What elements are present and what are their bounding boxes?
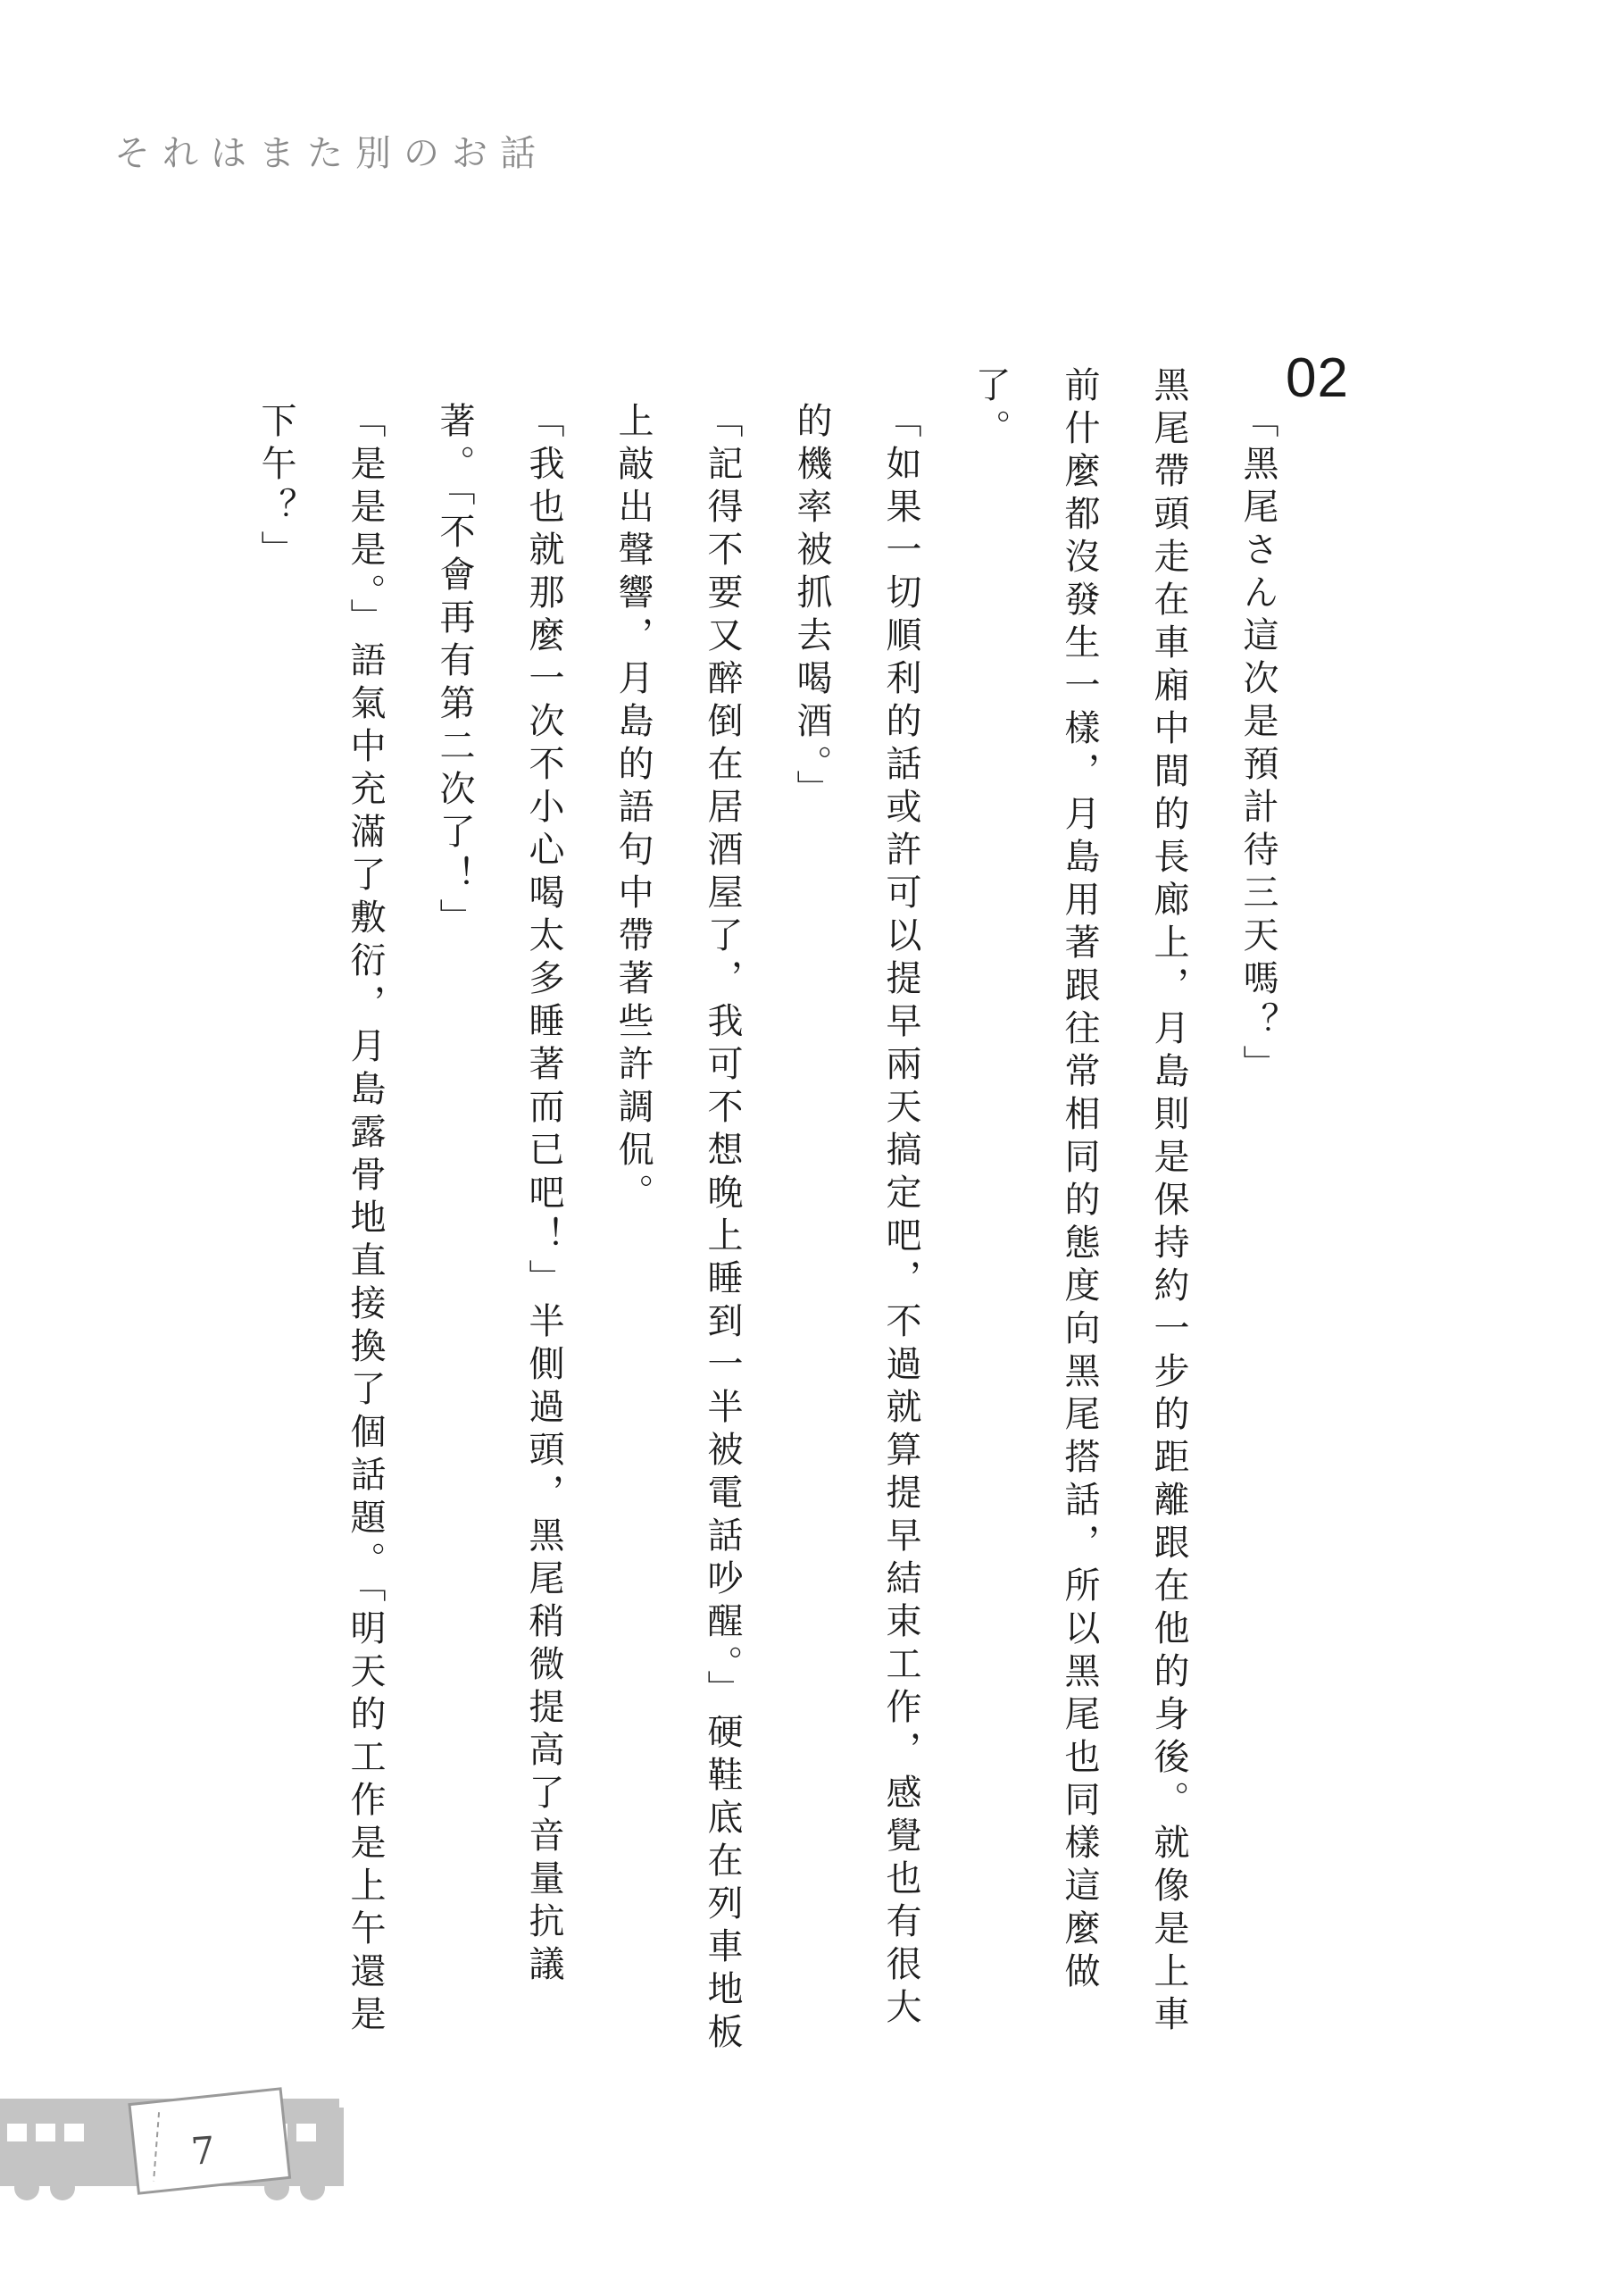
chapter-number: 02 <box>1286 347 1349 409</box>
paragraph: 黑尾帶頭走在車廂中間的長廊上，月島則是保持約一步的距離跟在他的身後。就像是上車前什麼都沒發生一樣，月島用著跟往常相同的態度向黑尾搭話，所以黑尾也同樣這麼做了。 <box>970 366 1189 2038</box>
train-illustration <box>0 2072 375 2206</box>
paragraph: 「黑尾さん這次是預計待三天嗎？」 <box>1237 402 1278 1088</box>
page-number: 7 <box>189 2128 217 2174</box>
paragraph: 「如果一切順利的話或許可以提早兩天搞定吧，不過就算提早結束工作，感覺也有很大的機率被抓去喝酒。」 <box>791 402 921 2031</box>
running-header: それはまた別のお話 <box>114 133 548 174</box>
body-text <box>255 366 1303 2063</box>
paragraph: 「記得不要又醉倒在居酒屋了，我可不想晚上睡到一半被電話吵醒。」硬鞋底在列車地板上敲出聲響，月島的語句中帶著些許調侃。 <box>612 402 743 2056</box>
paragraph: 「我也就那麼一次不小心喝太多睡著而已吧！」半側過頭，黑尾稍微提高了音量抗議著。「不會再有第二次了！」 <box>434 402 564 1988</box>
paragraph: 「是是是。」語氣中充滿了敷衍，月島露骨地直接換了個話題。「明天的工作是上午還是下午？」 <box>255 402 386 2038</box>
